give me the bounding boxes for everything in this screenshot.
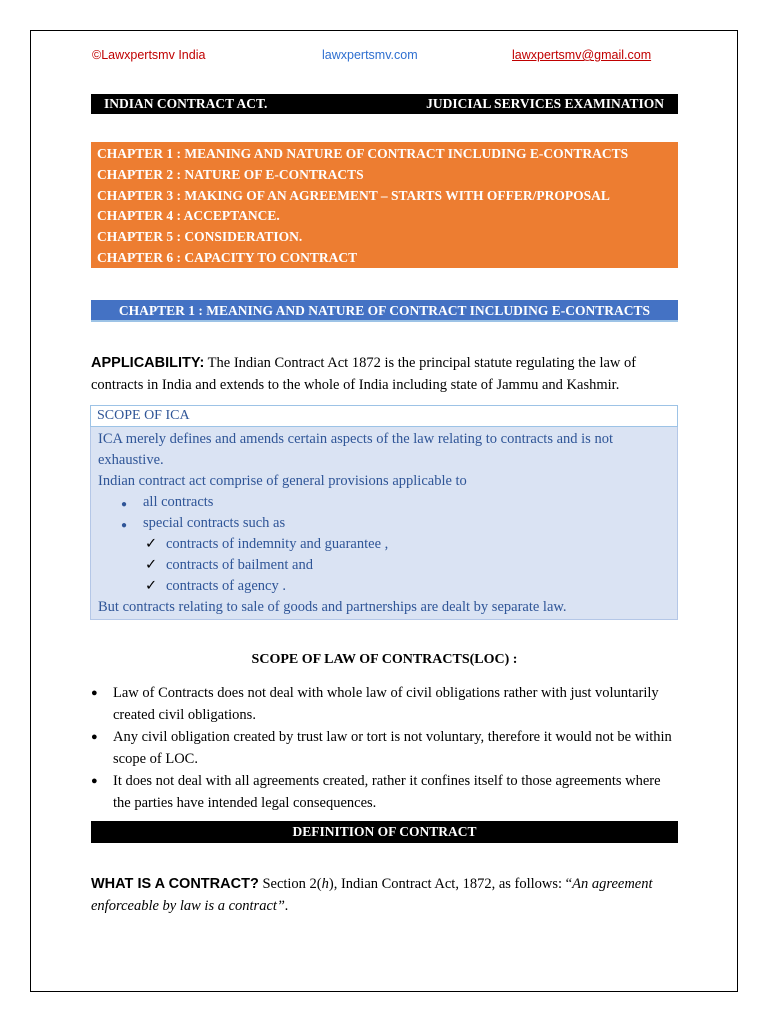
bullet-icon: ● <box>91 775 98 787</box>
title-bar <box>91 94 678 114</box>
chapter-item: CHAPTER 5 : CONSIDERATION. <box>97 229 303 245</box>
applicability-label: APPLICABILITY: <box>91 355 205 371</box>
scope-footer: But contracts relating to sale of goods and partnerships are dealt by separate law. <box>98 599 567 615</box>
scope-check: contracts of agency . <box>166 578 286 594</box>
chapter-item: CHAPTER 2 : NATURE OF E-CONTRACTS <box>97 166 364 182</box>
chapter-item: CHAPTER 6 : CAPACITY TO CONTRACT <box>97 249 358 265</box>
list-item <box>91 682 681 726</box>
title-bar-left: INDIAN CONTRACT ACT. <box>104 96 268 111</box>
bullet-icon: ● <box>121 520 128 531</box>
checkmark-icon: ✓ <box>145 578 158 594</box>
checkmark-icon: ✓ <box>145 557 158 573</box>
list-item <box>91 770 681 814</box>
loc-list <box>91 682 681 814</box>
header-copyright: ©Lawxpertsmv India <box>92 48 206 62</box>
what-is-contract-paragraph <box>91 873 691 917</box>
section-title-bar: CHAPTER 1 : MEANING AND NATURE OF CONTRACT INCLUDING E-CONTRACTS <box>91 300 678 322</box>
header-website-link[interactable]: lawxpertsmv.com <box>322 48 418 62</box>
applicability-text: The Indian Contract Act 1872 is the principal statute regulating the law of contracts in India and extends to the whole of India including state of Jammu and Kashmir. <box>91 355 637 393</box>
contract-definition-quote: An agreement enforceable by law is a contract”. <box>91 876 653 914</box>
scope-bullet: special contracts such as <box>143 515 286 531</box>
bullet-icon: ● <box>121 499 128 510</box>
list-item-text: Any civil obligation created by trust law or tort is not voluntary, therefore it would not be within scope of LOC. <box>113 729 672 767</box>
scope-check: contracts of indemnity and guarantee , <box>166 536 389 552</box>
what-is-label: WHAT IS A CONTRACT? <box>91 876 259 892</box>
scope-bullet: all contracts <box>143 494 214 510</box>
what-is-text: Section 2( <box>258 876 322 892</box>
header-email-link[interactable]: lawxpertsmv@gmail.com <box>512 48 652 62</box>
chapter-item: CHAPTER 3 : MAKING OF AN AGREEMENT – STARTS WITH OFFER/PROPOSAL <box>97 187 610 203</box>
applicability-paragraph <box>91 352 691 396</box>
chapter-item: CHAPTER 4 : ACCEPTANCE. <box>97 208 280 224</box>
chapter-list <box>91 142 678 268</box>
scope-line: exhaustive. <box>98 452 164 468</box>
scope-line: Indian contract act comprise of general provisions applicable to <box>98 473 467 489</box>
loc-heading: SCOPE OF LAW OF CONTRACTS(LOC) : <box>251 652 518 667</box>
list-item-text: It does not deal with all agreements created, rather it confines itself to those agreements where the parties have intended legal consequences. <box>113 773 661 811</box>
list-item-text: Law of Contracts does not deal with whole law of civil obligations rather with just voluntarily created civil obligations. <box>113 685 659 723</box>
list-item <box>91 726 681 770</box>
what-is-section-letter: h <box>321 876 329 892</box>
scope-line: ICA merely defines and amends certain aspects of the law relating to contracts and is not <box>98 431 613 447</box>
chapter-item: CHAPTER 1 : MEANING AND NATURE OF CONTRACT INCLUDING E-CONTRACTS <box>97 146 629 161</box>
checkmark-icon: ✓ <box>145 536 158 552</box>
scope-ica-box <box>90 427 678 620</box>
scope-ica-heading: SCOPE OF ICA <box>90 405 678 427</box>
title-bar-right: JUDICIAL SERVICES EXAMINATION <box>426 96 664 111</box>
definition-bar: DEFINITION OF CONTRACT <box>91 821 678 843</box>
scope-check: contracts of bailment and <box>166 557 313 573</box>
what-is-text: ), Indian Contract Act, 1872, as follows: “ <box>328 876 573 892</box>
bullet-icon: ● <box>91 731 98 743</box>
bullet-icon: ● <box>91 687 98 699</box>
